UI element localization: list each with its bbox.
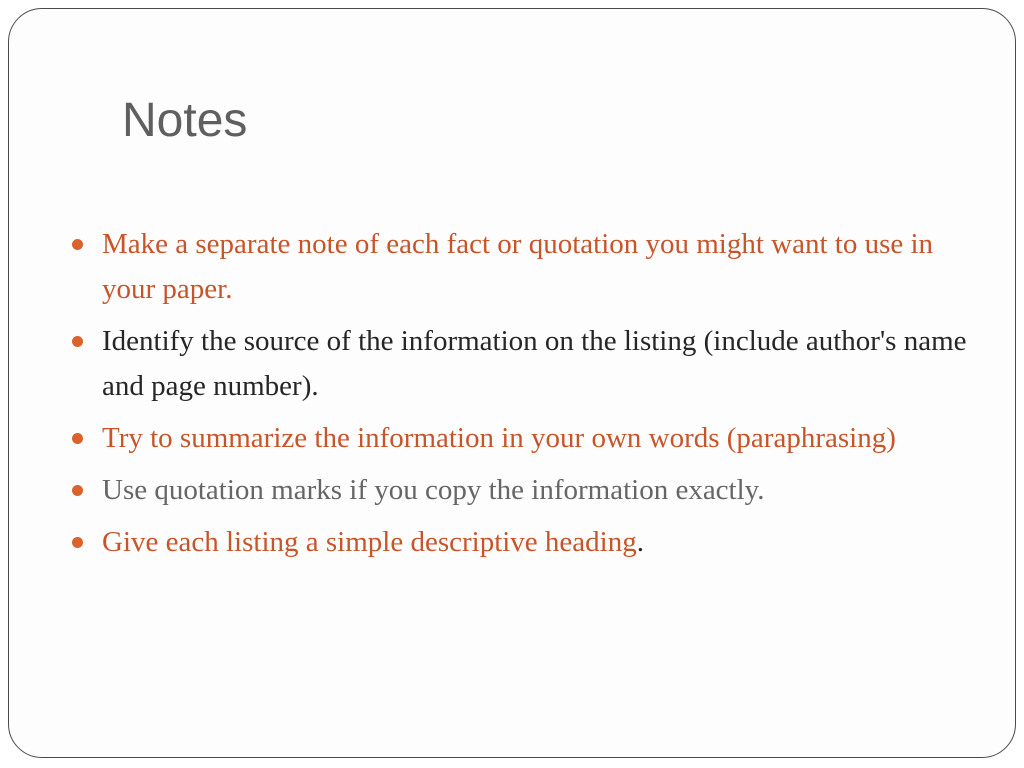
bullet-dot-icon <box>72 433 83 444</box>
bullet-item <box>71 222 981 312</box>
bullet-item <box>71 520 981 565</box>
bullet-item <box>71 416 981 461</box>
slide-frame <box>8 8 1016 758</box>
bullet-text: Make a separate note of each fact or quotation you might want to use in your paper. <box>102 228 934 305</box>
bullet-dot-icon <box>72 537 83 548</box>
bullet-text: Identify the source of the information on the listing (include author's name and page number). <box>102 325 967 402</box>
bullet-text: Try to summarize the information in your own words (paraphrasing) <box>102 422 896 454</box>
bullet-dot-icon <box>72 239 83 250</box>
bullet-item <box>71 319 981 409</box>
slide-title: Notes <box>122 94 248 147</box>
bullet-text: Give each listing a simple descriptive heading <box>102 526 637 558</box>
bullet-dot-icon <box>72 336 83 347</box>
bullet-text: Use quotation marks if you copy the information exactly. <box>102 474 765 506</box>
bullet-item <box>71 468 981 513</box>
bullet-dot-icon <box>72 485 83 496</box>
bullet-trailing-punctuation: . <box>636 526 644 558</box>
bullet-list <box>71 222 981 572</box>
